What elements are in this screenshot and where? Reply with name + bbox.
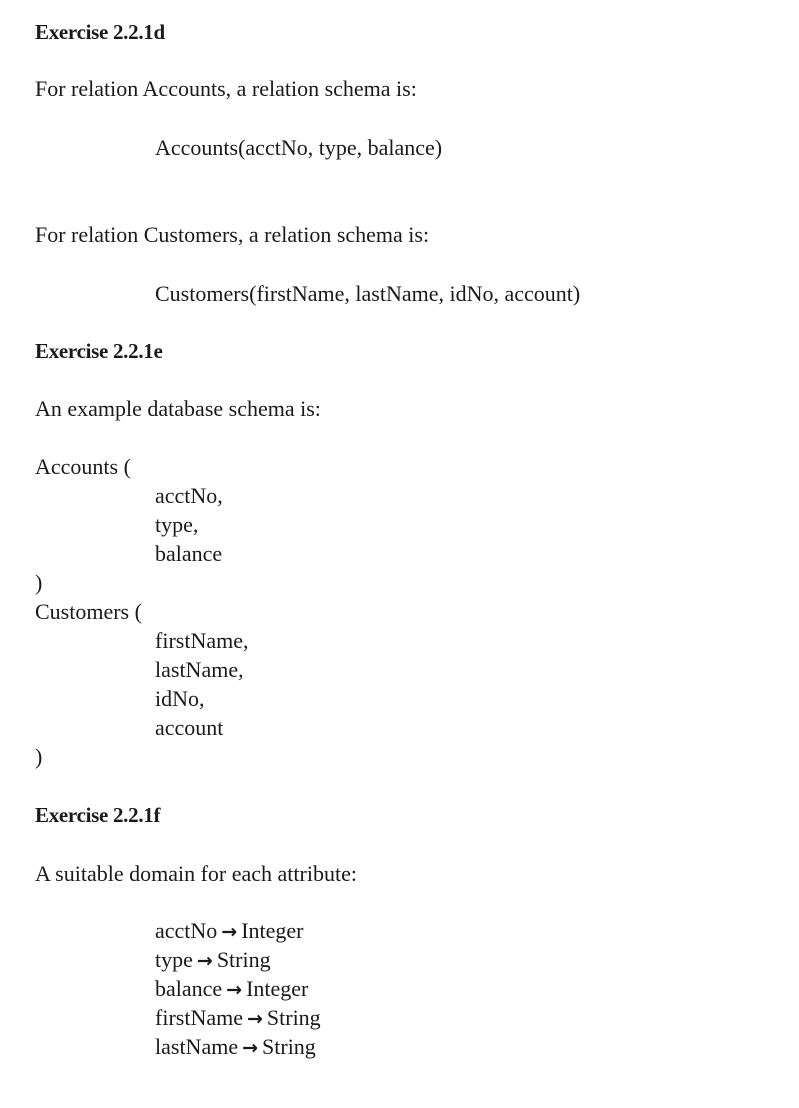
domain-type: String (216, 947, 271, 972)
accounts-close: ) (35, 570, 43, 595)
customers-attribute: lastName, (155, 657, 244, 682)
domain-row (155, 1032, 316, 1063)
domain-type: String (266, 1005, 321, 1030)
accounts-open: Accounts ( (35, 454, 131, 479)
customers-intro-text: For relation Customers, a relation schema is: (35, 222, 430, 247)
domain-type: Integer (241, 918, 304, 943)
accounts-attribute: acctNo, (155, 483, 223, 508)
arrow-right-icon: → (226, 979, 243, 1001)
domain-attribute: balance (155, 976, 223, 1001)
customers-attribute: idNo, (155, 686, 205, 711)
arrow-right-icon: → (242, 1037, 259, 1059)
domain-type: String (262, 1034, 316, 1059)
accounts-attribute: balance (155, 541, 223, 566)
customers-close: ) (35, 744, 43, 769)
domain-row (155, 945, 271, 976)
database-schema-intro: An example database schema is: (35, 396, 321, 421)
arrow-right-icon: → (221, 921, 238, 943)
domain-attribute: firstName (155, 1005, 243, 1030)
domain-row (155, 1003, 321, 1034)
domain-row (155, 916, 304, 947)
customers-schema: Customers(firstName, lastName, idNo, account) (155, 281, 581, 306)
domain-row (155, 974, 308, 1005)
arrow-right-icon: → (196, 950, 213, 972)
domain-attribute: type (155, 947, 193, 972)
accounts-attribute: type, (155, 512, 199, 537)
domain-attribute: acctNo (155, 918, 218, 943)
domain-type: Integer (246, 976, 309, 1001)
exercise-heading-d: Exercise 2.2.1d (35, 20, 165, 44)
customers-attribute: account (155, 715, 224, 740)
customers-open: Customers ( (35, 599, 142, 624)
exercise-heading-e: Exercise 2.2.1e (35, 339, 163, 363)
domain-intro-text: A suitable domain for each attribute: (35, 861, 357, 886)
domain-attribute: lastName (155, 1034, 239, 1059)
accounts-intro-text: For relation Accounts, a relation schema is: (35, 76, 417, 101)
exercise-heading-f: Exercise 2.2.1f (35, 803, 161, 827)
accounts-schema: Accounts(acctNo, type, balance) (155, 135, 443, 160)
customers-attribute: firstName, (155, 628, 249, 653)
arrow-right-icon: → (246, 1008, 263, 1030)
